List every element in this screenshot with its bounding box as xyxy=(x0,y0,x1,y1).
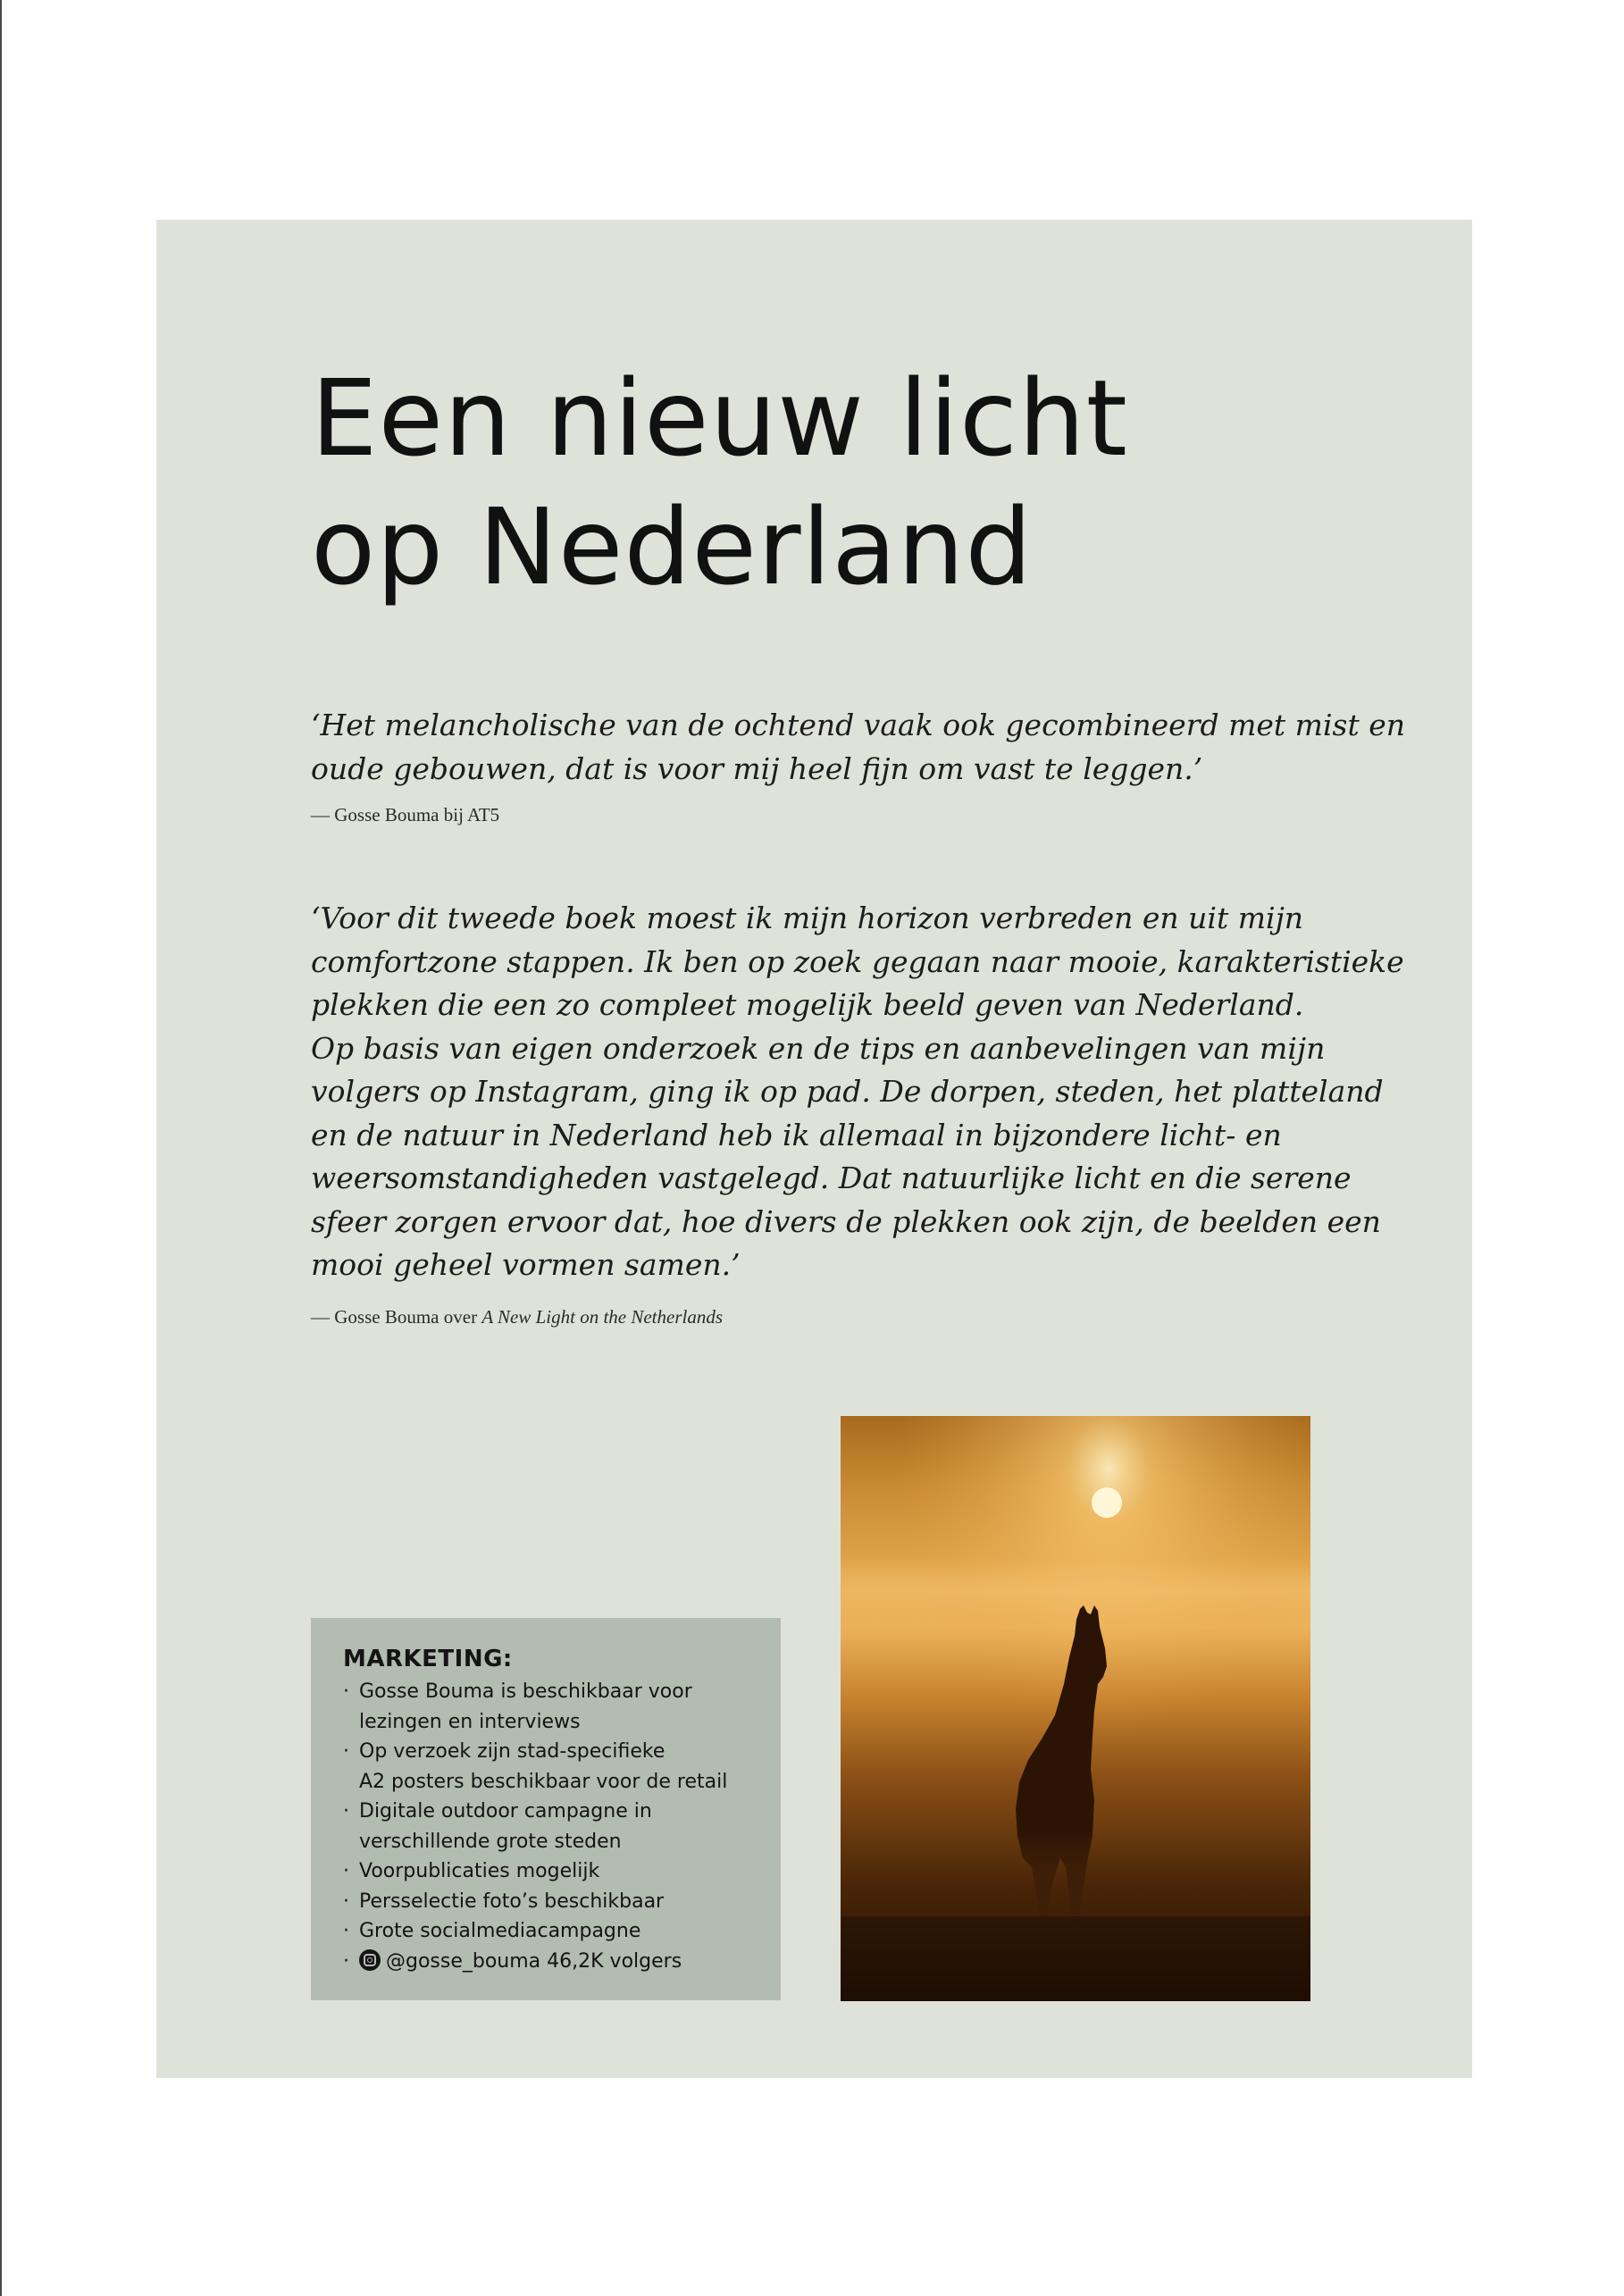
list-item-text: lezingen en interviews xyxy=(359,1710,581,1733)
quote-at5 xyxy=(311,704,1405,791)
quote-attribution: — Gosse Bouma bij AT5 xyxy=(311,804,500,825)
list-item-text: Voorpublicaties mogelijk xyxy=(359,1860,600,1882)
page-title xyxy=(311,354,1383,611)
list-item xyxy=(343,1887,781,1917)
marketing-box xyxy=(311,1618,781,2000)
mist-band xyxy=(841,1559,1310,1621)
list-item xyxy=(343,1916,781,1947)
bullet: · xyxy=(343,1949,349,1973)
quote-line: mooi geheel vormen samen.’ xyxy=(311,1247,741,1282)
quote-line: ‘Voor dit tweede boek moest ik mijn horizon verbreden en uit mijn xyxy=(311,901,1304,935)
quote-line: plekken die een zo compleet mogelijk beeld geven van Nederland. xyxy=(311,987,1304,1022)
horse-sunrise-photo xyxy=(841,1416,1310,2001)
bullet: · xyxy=(343,1680,349,1703)
quote-line: ‘Het melancholische van de ochtend vaak ook gecombineerd met mist en xyxy=(311,708,1405,742)
list-item-text: Grote socialmediacampagne xyxy=(359,1920,641,1942)
photo-illustration xyxy=(841,1416,1310,2001)
title-line-1: Een nieuw licht xyxy=(311,356,1128,480)
title-line-2: op Nederland xyxy=(311,485,1034,608)
list-item-text: Op verzoek zijn stad-specifieke xyxy=(359,1740,666,1763)
list-item-text: A2 posters beschikbaar voor de retail xyxy=(359,1770,728,1793)
list-item-text: verschillende grote steden xyxy=(359,1830,622,1853)
quote-line: volgers op Instagram, ging ik op pad. De dorpen, steden, het platteland xyxy=(311,1074,1384,1109)
list-item-text: Persselectie foto’s beschikbaar xyxy=(359,1890,665,1913)
quote-line: Op basis van eigen onderzoek en de tips en aanbevelingen van mijn xyxy=(311,1030,1326,1066)
bullet: · xyxy=(343,1890,349,1913)
quote-line: comfortzone stappen. Ik ben op zoek gegaan naar mooie, karakteristieke xyxy=(311,943,1404,979)
list-item xyxy=(343,1797,781,1856)
bullet: · xyxy=(343,1860,349,1882)
quote-line: sfeer zorgen ervoor dat, hoe divers de plekken ook zijn, de beelden een xyxy=(311,1203,1381,1239)
marketing-heading: MARKETING: xyxy=(343,1646,513,1672)
list-item xyxy=(343,1677,781,1737)
quote-book xyxy=(311,897,1404,1287)
list-item-text: Digitale outdoor campagne in xyxy=(359,1800,652,1823)
quote-line: en de natuur in Nederland heb ik allemaal in bijzondere licht- en xyxy=(311,1117,1282,1152)
instagram-text: @gosse_bouma 46,2K volgers xyxy=(386,1949,682,1973)
ground-shadow xyxy=(841,1916,1310,2001)
quote-attribution xyxy=(311,1306,723,1328)
bullet: · xyxy=(343,1920,349,1942)
list-item-instagram xyxy=(343,1947,781,1977)
list-item-text: Gosse Bouma is beschikbaar voor xyxy=(359,1680,692,1703)
bullet: · xyxy=(343,1740,349,1763)
quote-line: oude gebouwen, dat is voor mij heel fijn om vast te leggen.’ xyxy=(311,750,1203,786)
sun xyxy=(1092,1487,1122,1518)
quote-line: weersomstandigheden vastgelegd. Dat natuurlijke licht en die serene xyxy=(311,1161,1352,1195)
page-edge-line xyxy=(0,0,2,2296)
attribution-prefix: — Gosse Bouma over xyxy=(311,1306,482,1328)
instagram-handle xyxy=(359,1947,781,1977)
instagram-icon xyxy=(359,1949,381,1971)
marketing-list xyxy=(343,1677,781,1976)
book-title: A New Light on the Netherlands xyxy=(481,1306,724,1328)
bullet: · xyxy=(343,1800,349,1823)
content-panel xyxy=(156,220,1472,2078)
list-item xyxy=(343,1737,781,1797)
list-item xyxy=(343,1856,781,1887)
